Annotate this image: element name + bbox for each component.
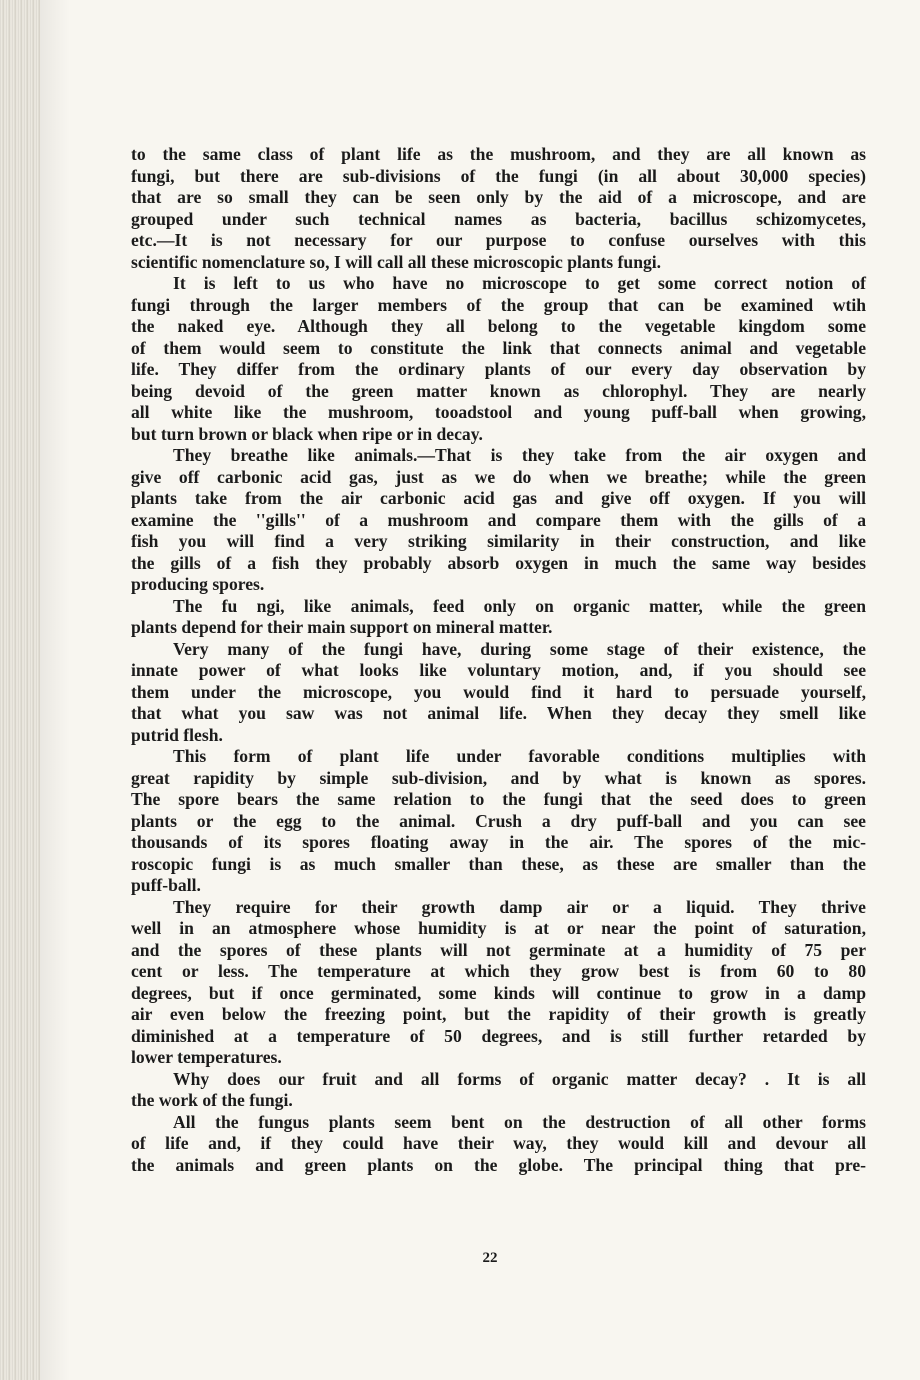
text-line: putrid flesh. [131,724,223,745]
text-line: air even below the freezing point, but the rapidity of their growth is greatly [131,1004,866,1024]
text-line: all white like the mushroom, tooadstool and young puff-ball when growing, [131,402,866,422]
text-line: Why does our fruit and all forms of organic matter decay? . It is all [173,1068,866,1089]
body-text [131,144,866,1176]
text-line: fungi through the larger members of the group that can be examined wtih [131,294,866,315]
text-line: innate power of what looks like voluntary motion, and, if you should see [131,660,866,680]
text-line: fungi, but there are sub-divisions of the fungi (in all about 30,000 species) [131,165,866,186]
text-line: give off carbonic acid gas, just as we do when we breathe; while the green [131,466,866,487]
text-line: producing spores. [131,574,265,594]
text-line: puff-ball. [131,875,201,895]
text-line: great rapidity by simple sub-division, and by what is known as spores. [131,767,866,788]
text-line: The fu ngi, like animals, feed only on organic matter, while the green [173,595,866,616]
text-line: the animals and green plants on the globe. The principal thing that pre- [131,1154,866,1175]
text-line: that are so small they can be seen only by the aid of a microscope, and are [131,187,866,207]
text-line: thousands of its spores floating away in the air. The spores of the mic- [131,832,866,852]
text-line: fish you will find a very striking similarity in their construction, and like [131,531,866,551]
page-number: 22 [482,1250,498,1266]
text-line: the work of the fungi. [131,1090,293,1110]
text-line: to the same class of plant life as the mushroom, and they are all known as [131,144,866,164]
text-line: All the fungus plants seem bent on the destruction of all other forms [173,1111,866,1132]
text-line: being devoid of the green matter known as chlorophyl. They are nearly [131,380,866,401]
text-line: It is left to us who have no microscope to get some correct notion of [173,273,866,293]
text-line: grouped under such technical names as bacteria, bacillus schizomycetes, [131,208,866,229]
text-line: the naked eye. Although they all belong to the vegetable kingdom some [131,316,866,336]
text-line: that what you saw was not animal life. When they decay they smell like [131,703,866,723]
text-line: The spore bears the same relation to the fungi that the seed does to green [131,789,866,809]
text-line: but turn brown or black when ripe or in decay. [131,423,483,444]
text-line: degrees, but if once germinated, some kinds will continue to grow in a damp [131,982,866,1003]
text-line: Very many of the fungi have, during some stage of their existence, the [173,638,866,659]
text-line: etc.—It is not necessary for our purpose to confuse ourselves with this [131,230,866,250]
text-line: This form of plant life under favorable conditions multiplies with [173,746,866,766]
text-line: scientific nomenclature so, I will call all these microscopic plants fungi. [131,251,662,272]
text-line: plants depend for their main support on mineral matter. [131,617,553,637]
text-line: plants or the egg to the animal. Crush a dry puff-ball and you can see [131,810,866,831]
book-binding-edge [0,0,40,1380]
text-line: life. They differ from the ordinary plants of our every day observation by [131,359,866,379]
text-line: the gills of a fish they probably absorb oxygen in much the same way besides [131,552,866,573]
text-line: roscopic fungi is as much smaller than these, as these are smaller than the [131,853,866,874]
text-line: lower temperatures. [131,1047,282,1067]
text-line: plants take from the air carbonic acid gas and give off oxygen. If you will [131,488,866,508]
text-line: cent or less. The temperature at which they grow best is from 60 to 80 [131,961,866,981]
text-line: well in an atmosphere whose humidity is at or near the point of saturation, [131,918,866,938]
text-line: They breathe like animals.—That is they take from the air oxygen and [173,445,866,465]
text-line: They require for their growth damp air or a liquid. They thrive [173,896,866,917]
text-line: and the spores of these plants will not germinate at a humidity of 75 per [131,939,866,960]
text-line: of them would seem to constitute the link that connects animal and vegetable [131,337,866,358]
text-line: them under the microscope, you would find it hard to persuade yourself, [131,681,866,702]
text-line: examine the ''gills'' of a mushroom and compare them with the gills of a [131,509,866,530]
text-line: of life and, if they could have their way, they would kill and devour all [131,1133,866,1153]
text-line: diminished at a temperature of 50 degrees, and is still further retarded by [131,1025,866,1046]
gutter-shadow [40,0,70,1380]
